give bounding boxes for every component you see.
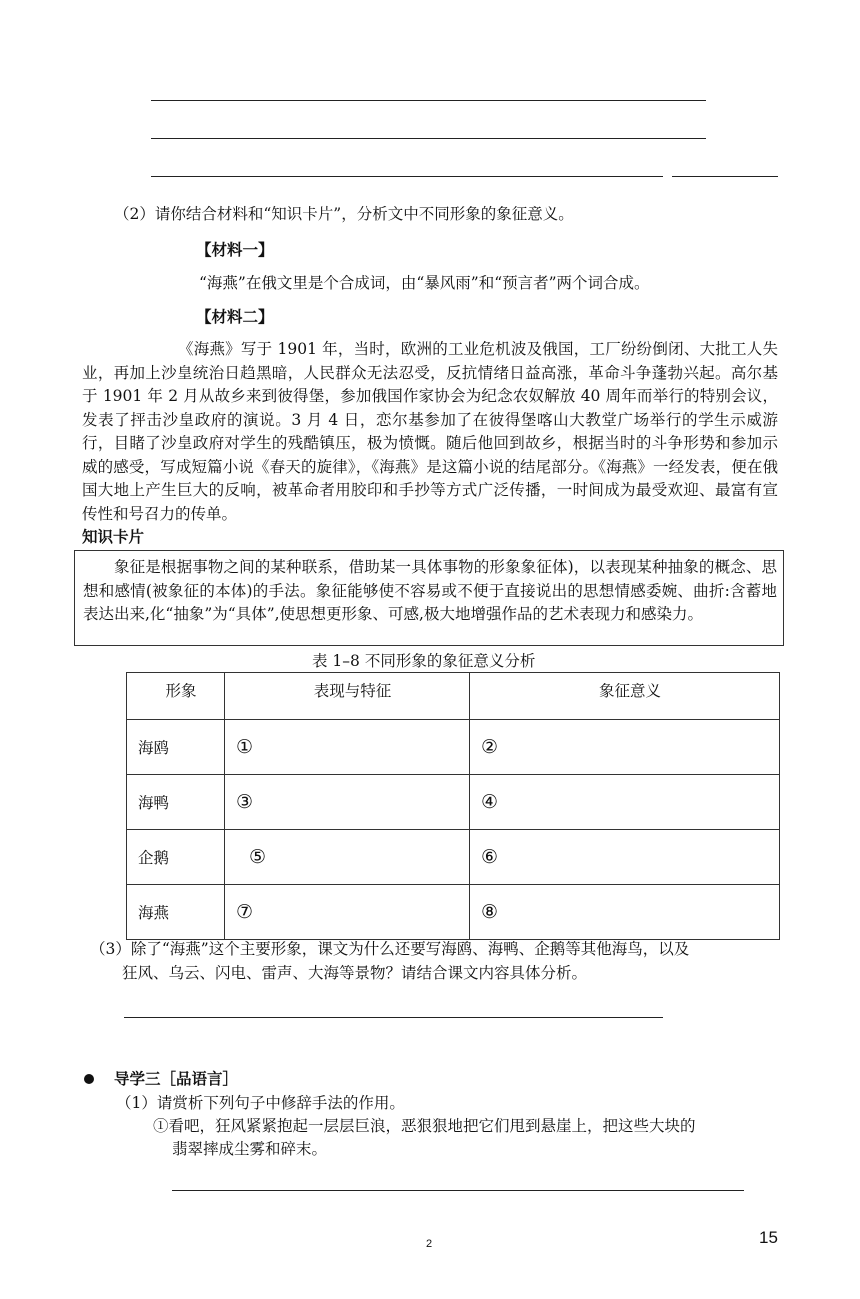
table-caption: 表 1–8 不同形象的象征意义分析 [312,652,536,670]
table-header: 形象 [127,673,225,720]
guide3-sentence-line1: ①看吧，狂风紧紧抱起一层层巨浪，恶狠狠地把它们甩到悬崖上，把这些大块的 [153,1117,696,1135]
material1-text: “海燕”在俄文里是个合成词，由“暴风雨”和“预言者”两个词合成。 [199,274,650,292]
table-cell-image: 企鹅 [127,830,225,885]
answer-line-3 [151,176,663,177]
answer-line-2 [151,138,706,139]
guide3-question: （1）请赏析下列句子中修辞手法的作用。 [116,1094,405,1112]
material2-heading: 【材料二】 [196,308,274,326]
knowledge-card [74,550,784,646]
table-cell-answer: ⑦ [225,885,470,940]
table-cell-answer: ⑧ [470,885,780,940]
table-row [127,885,780,940]
answer-line-q3 [124,1017,663,1018]
answer-line-4 [672,176,778,177]
page-number: 15 [759,1228,778,1247]
answer-line-1 [151,100,706,101]
table-cell-answer: ⑤ [225,830,470,885]
table-header-row [127,673,780,720]
q3-line2: 狂风、乌云、闪电、雷声、大海等景物？请结合课文内容具体分析。 [122,964,588,982]
q3-line1: （3）除了“海燕”这个主要形象，课文为什么还要写海鸥、海鸭、企鹅等其他海鸟，以及 [90,940,690,958]
guide3-heading: 导学三［品语言］ [114,1070,239,1088]
table-cell-answer: ① [225,720,470,775]
table-row [127,830,780,885]
table-cell-image: 海鸥 [127,720,225,775]
table-cell-answer: ② [470,720,780,775]
table-cell-image: 海鸭 [127,775,225,830]
material1-heading: 【材料一】 [196,241,274,259]
table-row [127,775,780,830]
symbol-table [126,672,780,940]
footer-small-page: 2 [426,1238,433,1250]
table-header: 象征意义 [470,673,780,720]
material2-text: 《海燕》写于 1901 年，当时，欧洲的工业危机波及俄国，工厂纷纷倒闭、大批工人失业，再加上沙皇统治日趋黑暗，人民群众无法忍受，反抗情绪日益高涨，革命斗争蓬勃兴起。高尔基于 1901 年 2 月从故乡来到彼得堡，参加俄国作家协会为纪念农奴解放 40 周年而举行的特别会议，发表了抨击沙皇政府的演说。3 月 4 日，恋尔基参加了在彼得堡喀山大教堂广场举行的学生示威游行，目睹了沙皇政府对学生的残酷镇压，极为愤慨。随后他回到故乡，根据当时的斗争形势和参加示威的感受，写成短篇小说《春天的旋律》，《海燕》是这篇小说的结尾部分。《海燕》一经发表，便在俄国大地上产生巨大的反响，被革命者用胶印和手抄等方式广泛传播，一时间成为最受欢迎、最富有宣传性和号召力的传单。 [82,340,778,523]
table-cell-answer: ④ [470,775,780,830]
answer-line-guide3 [172,1190,744,1191]
bullet-icon [84,1074,94,1084]
guide3-sentence-line2: 翡翠摔成尘雾和碎末。 [172,1140,328,1158]
table-cell-image: 海燕 [127,885,225,940]
knowledge-card-title: 知识卡片 [82,528,145,546]
table-row [127,720,780,775]
knowledge-card-text: 象征是根据事物之间的某种联系，借助某一具体事物的形象象征体)，以表现某种抽象的概念、思想和感情(被象征的本体)的手法。象征能够使不容易或不便于直接说出的思想情感委婉、曲折:含蓄地表达出来,化“抽象”为“具体”,使思想更形象、可感,极大地增强作品的艺术表现力和感染力。 [83,558,777,623]
q2-prompt: （2）请你结合材料和“知识卡片”，分析文中不同形象的象征意义。 [114,205,574,223]
table-header: 表现与特征 [225,673,470,720]
table-cell-answer: ③ [225,775,470,830]
table-cell-answer: ⑥ [470,830,780,885]
